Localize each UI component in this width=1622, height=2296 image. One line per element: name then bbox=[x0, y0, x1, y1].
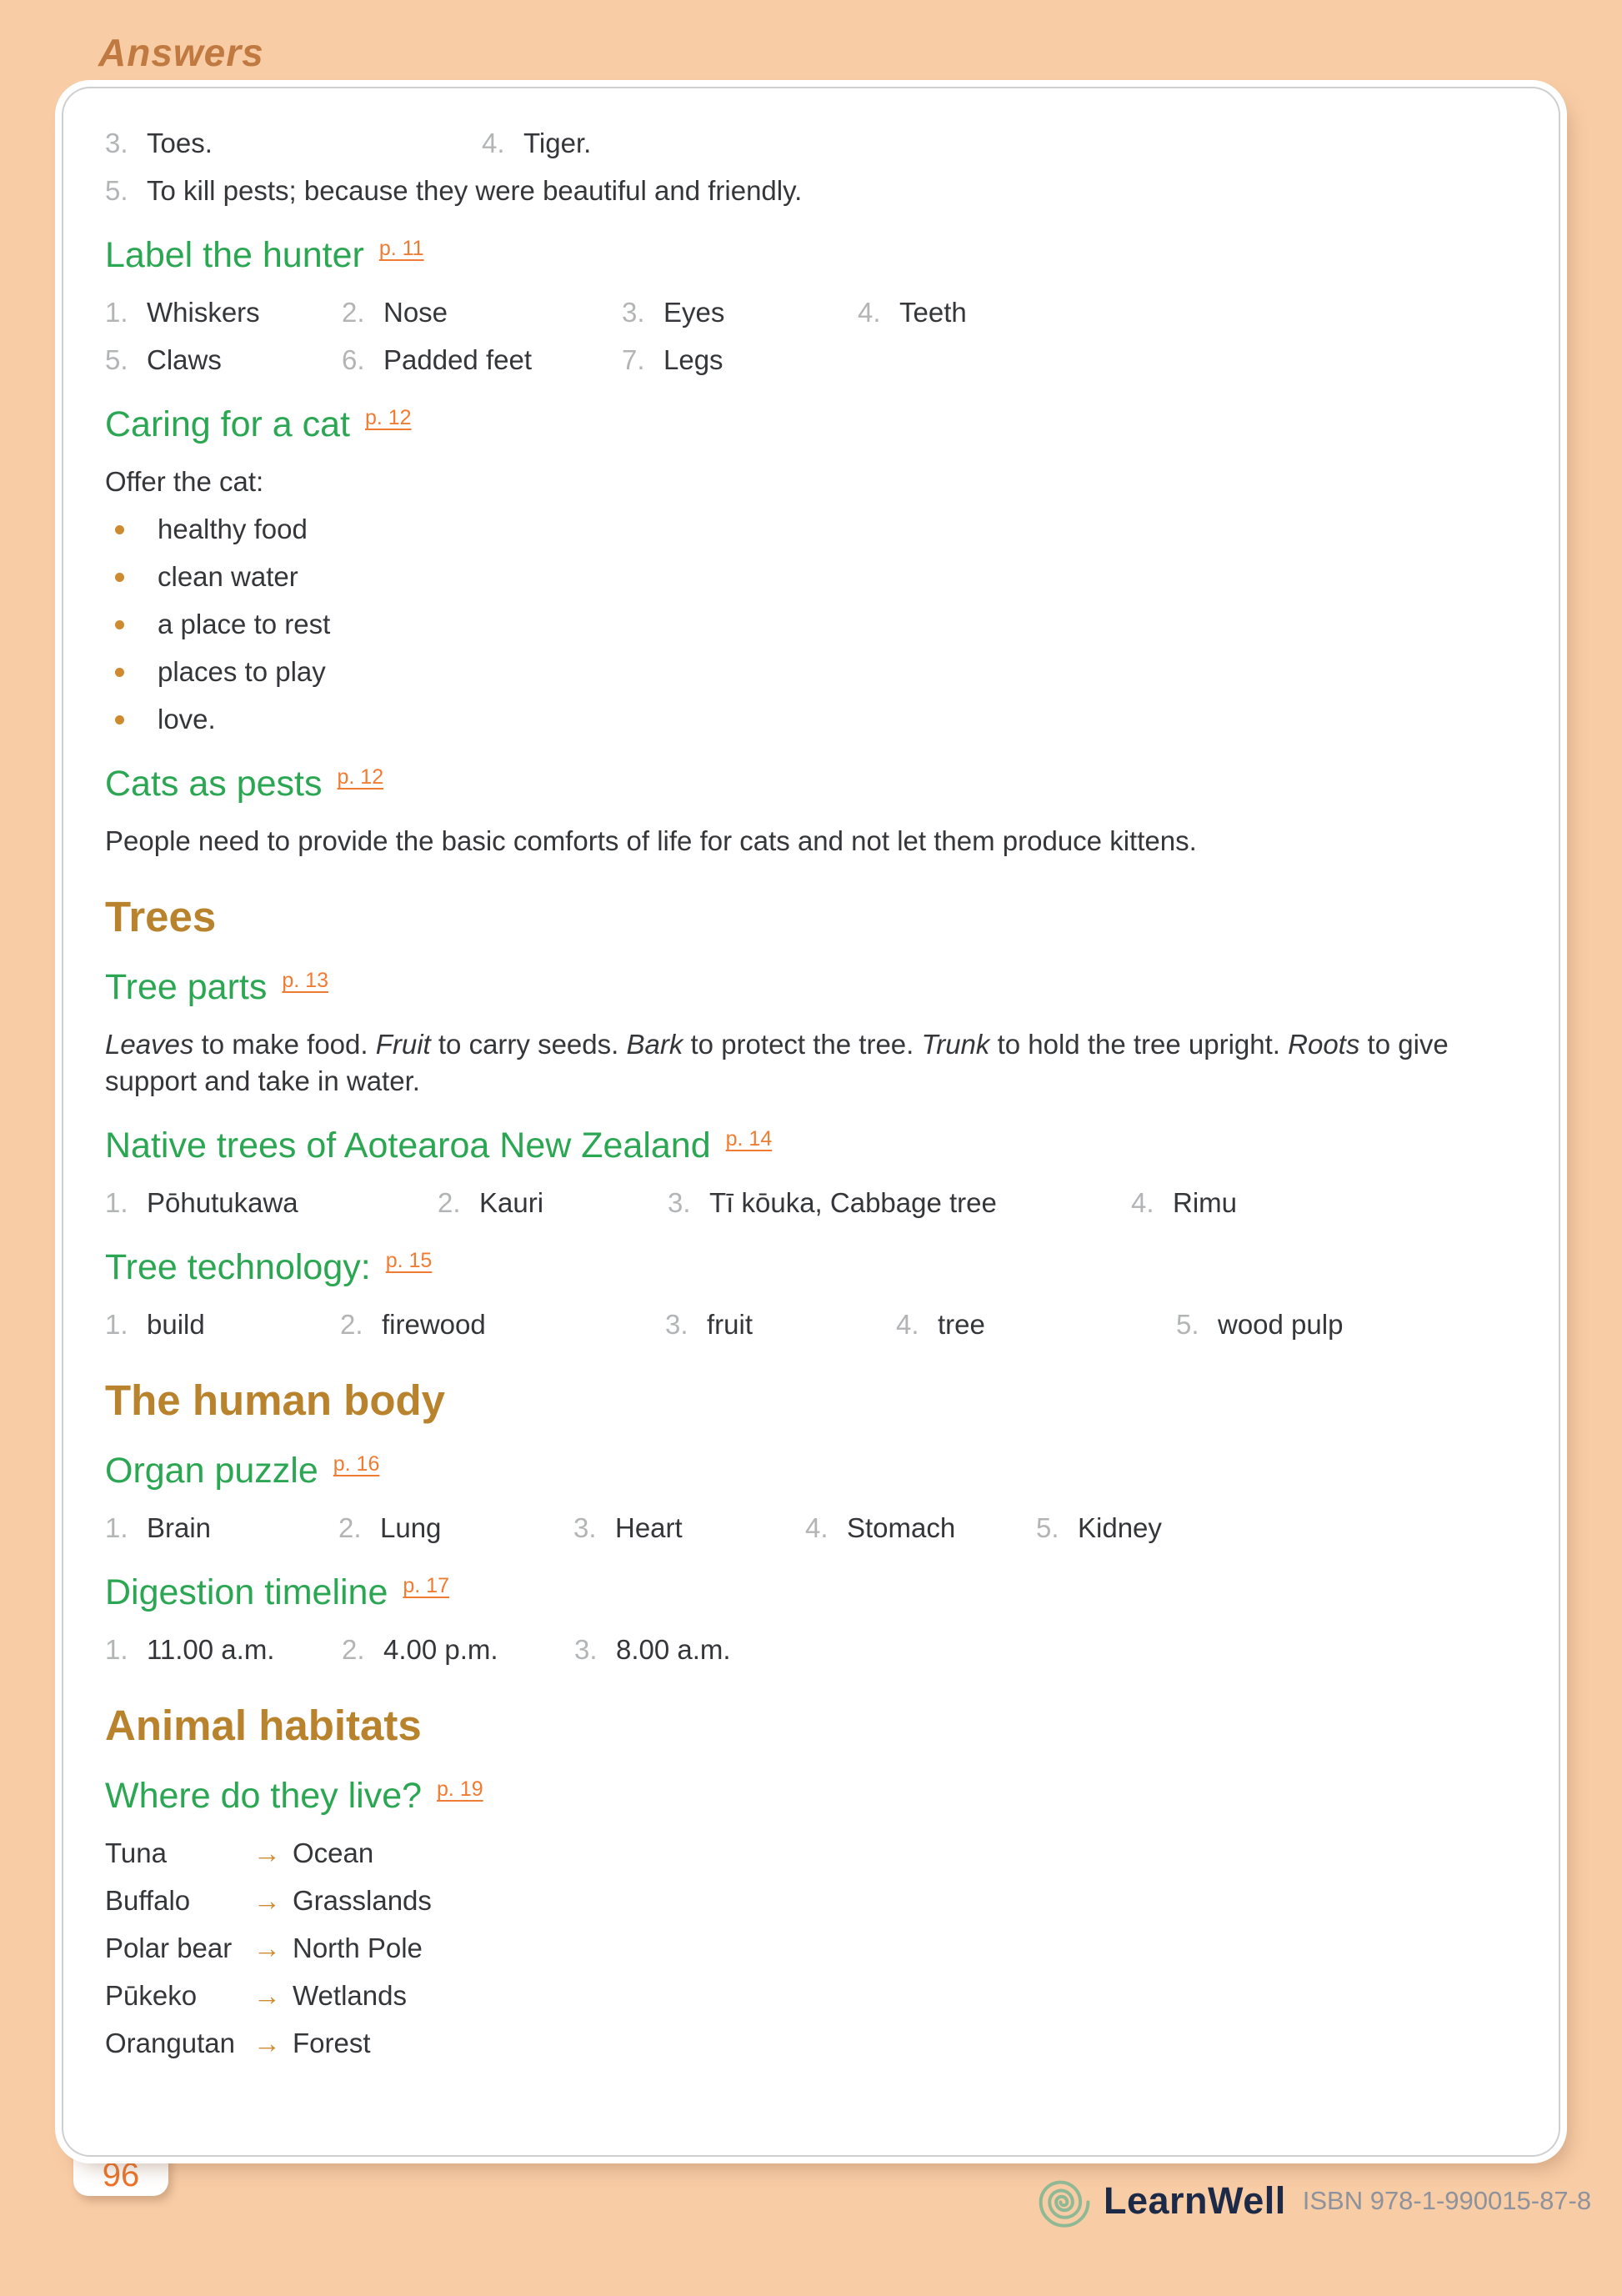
habitat-name: Pūkeko bbox=[105, 1980, 198, 2011]
item-number: 3. bbox=[573, 1512, 597, 1543]
numbered-item bbox=[668, 1185, 1131, 1221]
item-answer: Pōhutukawa bbox=[147, 1187, 298, 1218]
section-heading bbox=[105, 966, 1517, 1013]
habitat-name: Polar bear bbox=[105, 1933, 233, 1963]
section-heading-label: Label the hunter bbox=[105, 235, 364, 275]
answer-row bbox=[105, 294, 1517, 331]
publisher-footer bbox=[1037, 2171, 1591, 2231]
numbered-item bbox=[105, 1632, 342, 1668]
item-number: 2. bbox=[342, 1634, 365, 1665]
bullet-text: clean water bbox=[158, 561, 298, 592]
item-number: 4. bbox=[858, 297, 881, 328]
numbered-item bbox=[482, 125, 1517, 162]
chapter-heading: Trees bbox=[105, 893, 217, 940]
arrow-icon: → bbox=[253, 2028, 281, 2058]
item-number: 3. bbox=[668, 1187, 691, 1218]
content-card bbox=[63, 88, 1559, 2155]
numbered-item bbox=[105, 1510, 338, 1547]
numbered-item bbox=[573, 1510, 805, 1547]
numbered-item bbox=[340, 1306, 665, 1343]
item-number: 4. bbox=[805, 1512, 829, 1543]
paragraph-segment: to protect the tree. bbox=[683, 1029, 922, 1060]
paragraph-segment: Leaves bbox=[105, 1029, 194, 1060]
item-number: 2. bbox=[438, 1187, 461, 1218]
habitat-value: Ocean bbox=[293, 1837, 374, 1868]
item-number: 1. bbox=[105, 1634, 128, 1665]
bullet-item bbox=[105, 701, 1517, 738]
section-heading bbox=[105, 763, 1517, 810]
section-heading-label: Digestion timeline bbox=[105, 1572, 388, 1612]
section-heading bbox=[105, 404, 1517, 450]
item-number: 3. bbox=[574, 1634, 598, 1665]
item-answer: Legs bbox=[663, 344, 723, 375]
chapter-heading: The human body bbox=[105, 1376, 445, 1424]
arrow-icon: → bbox=[253, 1837, 281, 1868]
numbered-item bbox=[342, 294, 622, 331]
numbered-item bbox=[105, 1185, 438, 1221]
section-heading-label: Organ puzzle bbox=[105, 1451, 318, 1491]
item-answer: Teeth bbox=[899, 297, 967, 328]
arrow-icon: → bbox=[253, 1933, 281, 1963]
habitat-row bbox=[105, 1835, 1517, 1872]
bullet-dot-icon bbox=[115, 620, 124, 629]
bullet-text: healthy food bbox=[158, 514, 308, 544]
page-ref: p. 11 bbox=[378, 237, 424, 260]
page-ref: p. 13 bbox=[282, 969, 328, 992]
habitat-row bbox=[105, 2025, 1517, 2062]
arrow-icon: → bbox=[253, 1980, 281, 2011]
answer-row bbox=[105, 1306, 1517, 1343]
item-number: 3. bbox=[105, 128, 128, 158]
paragraph-segment: Trunk bbox=[921, 1029, 990, 1060]
page-ref: p. 16 bbox=[333, 1452, 380, 1476]
page-title: Answers bbox=[98, 31, 264, 74]
page-ref: p. 12 bbox=[337, 765, 384, 789]
item-answer: Heart bbox=[615, 1512, 683, 1543]
habitat-value: Grasslands bbox=[293, 1885, 432, 1916]
item-answer: Brain bbox=[147, 1512, 212, 1543]
section-heading bbox=[105, 1572, 1517, 1618]
habitat-name: Orangutan bbox=[105, 2028, 235, 2058]
item-number: 1. bbox=[105, 297, 128, 328]
item-answer: 8.00 a.m. bbox=[616, 1634, 731, 1665]
numbered-item bbox=[105, 294, 342, 331]
numbered-item bbox=[1131, 1185, 1517, 1221]
numbered-item bbox=[574, 1632, 1517, 1668]
numbered-item bbox=[438, 1185, 668, 1221]
habitat-row bbox=[105, 1930, 1517, 1967]
answer-paragraph: People need to provide the basic comforts of life for cats and not let them produce kittens. bbox=[105, 825, 1197, 856]
item-answer: firewood bbox=[382, 1309, 486, 1340]
paragraph-segment: Bark bbox=[626, 1029, 683, 1060]
page-ref: p. 17 bbox=[403, 1574, 449, 1597]
bullet-dot-icon bbox=[115, 573, 124, 582]
bullet-dot-icon bbox=[115, 668, 124, 677]
bullet-text: love. bbox=[158, 704, 216, 734]
item-answer: Lung bbox=[380, 1512, 442, 1543]
item-answer: To kill pests; because they were beautiful and friendly. bbox=[147, 175, 803, 206]
bullet-list bbox=[105, 511, 1517, 738]
item-number: 7. bbox=[622, 344, 645, 375]
item-answer: Toes. bbox=[147, 128, 213, 158]
item-number: 1. bbox=[105, 1187, 128, 1218]
page-ref: p. 15 bbox=[385, 1249, 433, 1272]
section-heading bbox=[105, 1125, 1517, 1171]
item-number: 3. bbox=[622, 297, 645, 328]
page-ref: p. 19 bbox=[437, 1777, 483, 1801]
bullet-item bbox=[105, 654, 1517, 690]
answer-paragraph bbox=[105, 1026, 1517, 1100]
numbered-item bbox=[1036, 1510, 1517, 1547]
answer-row bbox=[105, 342, 1517, 378]
section-heading-label: Cats as pests bbox=[105, 764, 323, 804]
item-number: 5. bbox=[1036, 1512, 1059, 1543]
numbered-item bbox=[105, 1306, 340, 1343]
item-number: 5. bbox=[1176, 1309, 1199, 1340]
section-heading-label: Caring for a cat bbox=[105, 404, 350, 444]
page-number: 96 bbox=[102, 2156, 140, 2193]
paragraph-segment: to make food. bbox=[193, 1029, 376, 1060]
item-answer: Kidney bbox=[1078, 1512, 1162, 1543]
bullet-dot-icon bbox=[115, 525, 124, 534]
item-number: 2. bbox=[340, 1309, 363, 1340]
chapter-heading: Animal habitats bbox=[105, 1702, 422, 1749]
item-number: 4. bbox=[482, 128, 505, 158]
numbered-item bbox=[105, 342, 342, 378]
bullet-item bbox=[105, 559, 1517, 595]
section-heading bbox=[105, 234, 1517, 281]
numbered-item bbox=[622, 294, 858, 331]
item-answer: Padded feet bbox=[383, 344, 532, 375]
brand-name: LearnWell bbox=[1104, 2179, 1286, 2222]
habitat-row bbox=[105, 1882, 1517, 1919]
page-ref: p. 14 bbox=[725, 1127, 773, 1151]
item-number: 5. bbox=[105, 175, 128, 206]
answer-paragraph: Offer the cat: bbox=[105, 466, 264, 497]
numbered-item bbox=[896, 1306, 1176, 1343]
item-answer: 11.00 a.m. bbox=[147, 1634, 275, 1665]
item-answer: Nose bbox=[383, 297, 448, 328]
item-answer: Eyes bbox=[663, 297, 725, 328]
koru-spiral-icon bbox=[1037, 2173, 1092, 2228]
numbered-item bbox=[858, 294, 1517, 331]
item-number: 5. bbox=[105, 344, 128, 375]
item-answer: Rimu bbox=[1173, 1187, 1238, 1218]
isbn-text: ISBN 978-1-990015-87-8 bbox=[1302, 2186, 1592, 2215]
numbered-item bbox=[342, 342, 622, 378]
item-number: 2. bbox=[342, 297, 365, 328]
item-number: 6. bbox=[342, 344, 365, 375]
numbered-item bbox=[805, 1510, 1036, 1547]
item-number: 4. bbox=[1131, 1187, 1154, 1218]
item-answer: wood pulp bbox=[1218, 1309, 1344, 1340]
paragraph-segment: Roots bbox=[1288, 1029, 1360, 1060]
section-heading bbox=[105, 1246, 1517, 1293]
item-number: 3. bbox=[665, 1309, 688, 1340]
item-answer: Claws bbox=[147, 344, 222, 375]
section-heading-label: Tree parts bbox=[105, 967, 268, 1007]
paragraph-segment: to give support and take in water. bbox=[105, 1029, 1449, 1096]
item-answer: Tī kōuka, Cabbage tree bbox=[709, 1187, 997, 1218]
answer-row bbox=[105, 1632, 1517, 1668]
arrow-icon: → bbox=[253, 1885, 281, 1916]
numbered-item bbox=[342, 1632, 574, 1668]
paragraph-segment: to hold the tree upright. bbox=[989, 1029, 1289, 1060]
answer-row bbox=[105, 125, 1517, 162]
habitat-value: North Pole bbox=[293, 1933, 423, 1963]
answer-row bbox=[105, 1510, 1517, 1547]
section-heading-label: Tree technology: bbox=[105, 1247, 371, 1287]
item-answer: fruit bbox=[707, 1309, 753, 1340]
item-answer: tree bbox=[938, 1309, 985, 1340]
bullet-item bbox=[105, 511, 1517, 548]
numbered-item bbox=[1176, 1306, 1517, 1343]
habitat-value: Forest bbox=[293, 2028, 371, 2058]
habitat-name: Tuna bbox=[105, 1837, 167, 1868]
section-heading-label: Where do they live? bbox=[105, 1776, 423, 1816]
item-number: 4. bbox=[896, 1309, 919, 1340]
section-heading bbox=[105, 1775, 1517, 1822]
bullet-text: places to play bbox=[158, 656, 326, 687]
item-answer: Whiskers bbox=[147, 297, 260, 328]
item-number: 1. bbox=[105, 1512, 128, 1543]
numbered-item bbox=[622, 342, 1517, 378]
section-heading-label: Native trees of Aotearoa New Zealand bbox=[105, 1125, 711, 1166]
item-number: 2. bbox=[338, 1512, 362, 1543]
item-answer: 4.00 p.m. bbox=[383, 1634, 498, 1665]
section-heading bbox=[105, 1450, 1517, 1496]
page-ref: p. 12 bbox=[364, 406, 412, 429]
paragraph-segment: Fruit bbox=[375, 1029, 431, 1060]
answer-row bbox=[105, 1185, 1517, 1221]
answer-row bbox=[105, 173, 1517, 209]
item-answer: Tiger. bbox=[523, 128, 592, 158]
habitat-row bbox=[105, 1978, 1517, 2014]
paragraph-segment: to carry seeds. bbox=[430, 1029, 627, 1060]
item-answer: build bbox=[147, 1309, 205, 1340]
item-answer: Stomach bbox=[847, 1512, 956, 1543]
numbered-item bbox=[665, 1306, 896, 1343]
item-number: 1. bbox=[105, 1309, 128, 1340]
habitat-value: Wetlands bbox=[293, 1980, 407, 2011]
numbered-item bbox=[105, 173, 1517, 209]
card-content bbox=[105, 125, 1517, 2062]
bullet-text: a place to rest bbox=[158, 609, 331, 639]
numbered-item bbox=[105, 125, 482, 162]
item-answer: Kauri bbox=[479, 1187, 544, 1218]
bullet-item bbox=[105, 606, 1517, 643]
habitat-name: Buffalo bbox=[105, 1885, 191, 1916]
numbered-item bbox=[338, 1510, 573, 1547]
bullet-dot-icon bbox=[115, 715, 124, 724]
